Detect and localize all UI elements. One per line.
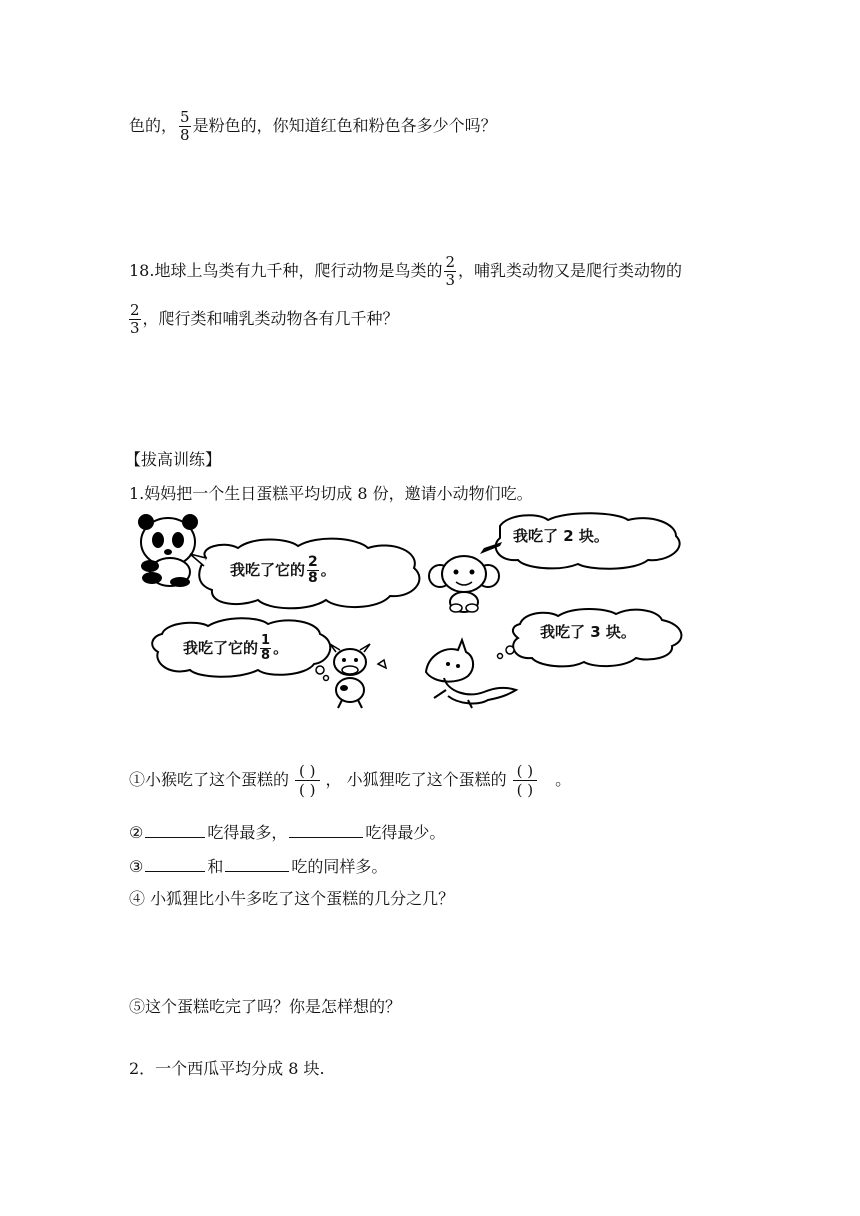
cow-figure	[330, 644, 386, 708]
q18-fraction-2: $\frac{2}{3}$	[130, 300, 140, 337]
q18-text-3: ，爬行类和哺乳类动物各有几千种？	[142, 309, 399, 328]
monkey-answer-fraction[interactable]: ( ) ( )	[295, 762, 319, 799]
p1-sub5: ⑤这个蛋糕吃完了吗？你是怎样想的？	[129, 997, 402, 1016]
answer-blank-least[interactable]	[289, 821, 363, 838]
q17-text-1: 色的，	[129, 116, 178, 135]
answer-blank-same-2[interactable]	[225, 855, 289, 872]
p1-sub2: ② 吃得最多， 吃得最少。	[129, 823, 446, 842]
fox-answer-fraction[interactable]: ( ) ( )	[513, 762, 537, 799]
panda-fraction: $\frac{2}{8}$	[308, 553, 318, 586]
q18-text-2: ，哺乳类动物又是爬行类动物的	[458, 261, 683, 280]
q17-continuation	[129, 106, 497, 146]
p1-sub3: ③ 和 吃的同样多。	[129, 857, 388, 876]
p1-sub4: ④ 小狐狸比小牛多吃了这个蛋糕的几分之几？	[129, 889, 455, 908]
monkey-bubble-text: 我吃了 2 块。	[513, 527, 609, 545]
monkey-figure	[429, 556, 499, 612]
p1-sub1: ①小猴吃了这个蛋糕的 ( ) ( ) ， 小狐狸吃了这个蛋糕的 ( ) ( ) 。	[129, 761, 572, 799]
q18-line-1	[129, 251, 682, 291]
fox-bubble-text: 我吃了 3 块。	[540, 623, 636, 641]
answer-blank-same-1[interactable]	[145, 855, 205, 872]
q18-fraction-1: $\frac{2}{3}$	[445, 252, 455, 289]
fraction-5-8: $\frac{5}{8}$	[180, 107, 190, 144]
q17-text-2: 是粉色的，你知道红色和粉色各多少个吗？	[192, 116, 497, 135]
fox-figure	[426, 640, 516, 708]
cow-bubble-text: 我吃了它的 $\frac{1}{8}$ 。	[183, 632, 289, 663]
section-title: 【拔高训练】	[125, 450, 222, 469]
p2-intro: 2．一个西瓜平均分成 8 块.	[129, 1059, 325, 1078]
cow-fraction: $\frac{1}{8}$	[261, 632, 271, 663]
p1-intro: 1.妈妈把一个生日蛋糕平均切成 8 份，邀请小动物们吃。	[129, 484, 533, 503]
panda-figure	[138, 514, 198, 587]
q18-text-1: 18.地球上鸟类有九千种，爬行动物是鸟类的	[129, 261, 443, 280]
q18-line-2	[129, 299, 399, 339]
answer-blank-most[interactable]	[145, 821, 205, 838]
panda-bubble-text: 我吃了它的 $\frac{2}{8}$ 。	[230, 553, 336, 586]
